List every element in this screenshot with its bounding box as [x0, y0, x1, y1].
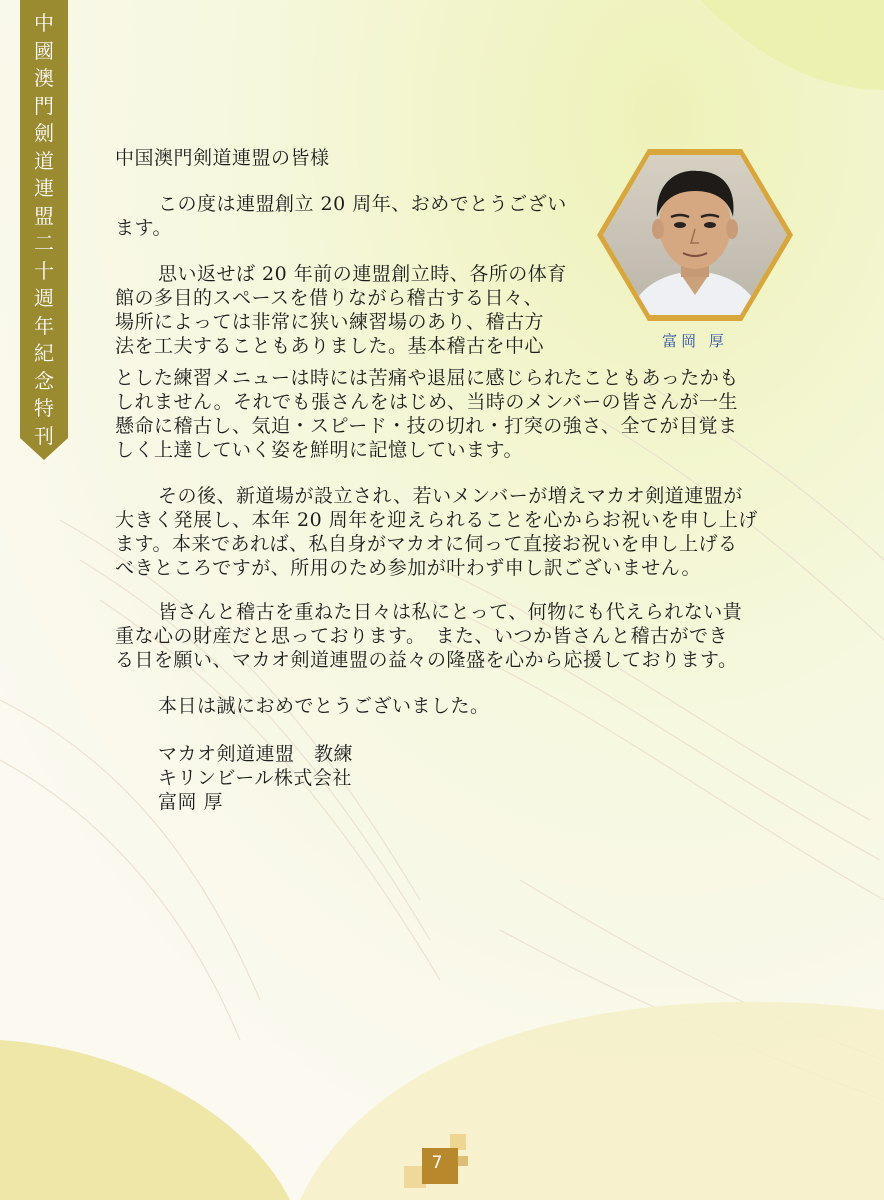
title-char: 劍	[34, 121, 54, 145]
signature-name: 富岡 厚	[158, 791, 224, 813]
title-char: 道	[34, 148, 54, 173]
title-char: 刊	[34, 423, 54, 448]
paragraph-line: とした練習メニューは時には苦痛や退屈に感じられたこともあったかも	[115, 367, 739, 389]
paragraph-line: 思い返せば 20 年前の連盟創立時、各所の体育	[158, 263, 567, 285]
paragraph-line: 懸命に稽古し、気迫・スピード・技の切れ・打突の強さ、全てが目覚ま	[115, 415, 738, 437]
title-char: 特	[34, 396, 54, 420]
title-char: 週	[34, 286, 54, 310]
paragraph-line: 大きく発展し、本年 20 周年を迎えられることを心からお祝いを申し上げ	[115, 509, 758, 531]
title-char: 連	[34, 176, 54, 200]
closing-line: 本日は誠におめでとうございました。	[158, 695, 490, 717]
paragraph-line: べきところですが、所用のため参加が叶わず申し訳ございません。	[115, 557, 701, 579]
signature-line: マカオ剣道連盟 教練	[158, 743, 354, 765]
title-char: 中	[34, 11, 54, 35]
paragraph-line: る日を願い、マカオ剣道連盟の益々の隆盛を心から応援しております。	[115, 649, 738, 671]
salutation: 中国澳門剣道連盟の皆様	[115, 147, 330, 169]
portrait-photo	[595, 145, 795, 325]
title-char: 念	[34, 368, 54, 393]
page-number: 7	[431, 1153, 443, 1173]
title-char: 澳	[34, 66, 54, 90]
title-char: 十	[34, 258, 54, 283]
paragraph-line: ます。本来であれば、私自身がマカオに伺って直接お祝いを申し上げる	[115, 533, 738, 555]
paragraph-line: 皆さんと稽古を重ねた日々は私にとって、何物にも代えられない貴	[158, 601, 743, 623]
signature-line: キリンビール株式会社	[158, 767, 352, 789]
paragraph-line: 重な心の財産だと思っております。 また、いつか皆さんと稽古ができ	[115, 625, 728, 647]
title-char: 門	[34, 93, 54, 118]
photo-caption: 富岡 厚	[662, 332, 728, 350]
paragraph-line: その後、新道場が設立され、若いメンバーが増えマカオ剣道連盟が	[158, 485, 743, 507]
title-char: 年	[34, 313, 54, 338]
paragraph-line: 場所によっては非常に狭い練習場のあり、稽古方	[115, 311, 545, 333]
paragraph-line: 法を工夫することもありました。基本稽古を中心	[115, 335, 545, 357]
paragraph-line: ます。	[115, 217, 172, 239]
paragraph-line: この度は連盟創立 20 周年、おめでとうござい	[158, 193, 567, 215]
title-char: 二	[34, 231, 54, 255]
title-char: 紀	[34, 341, 54, 365]
title-char: 國	[34, 38, 54, 63]
paragraph-line: しれません。それでも張さんをはじめ、当時のメンバーの皆さんが一生	[115, 391, 739, 413]
paragraph-line: しく上達していく姿を鮮明に記憶しています。	[115, 439, 523, 461]
title-char: 盟	[34, 203, 54, 228]
paragraph-line: 館の多目的スペースを借りながら稽古する日々、	[115, 287, 544, 309]
